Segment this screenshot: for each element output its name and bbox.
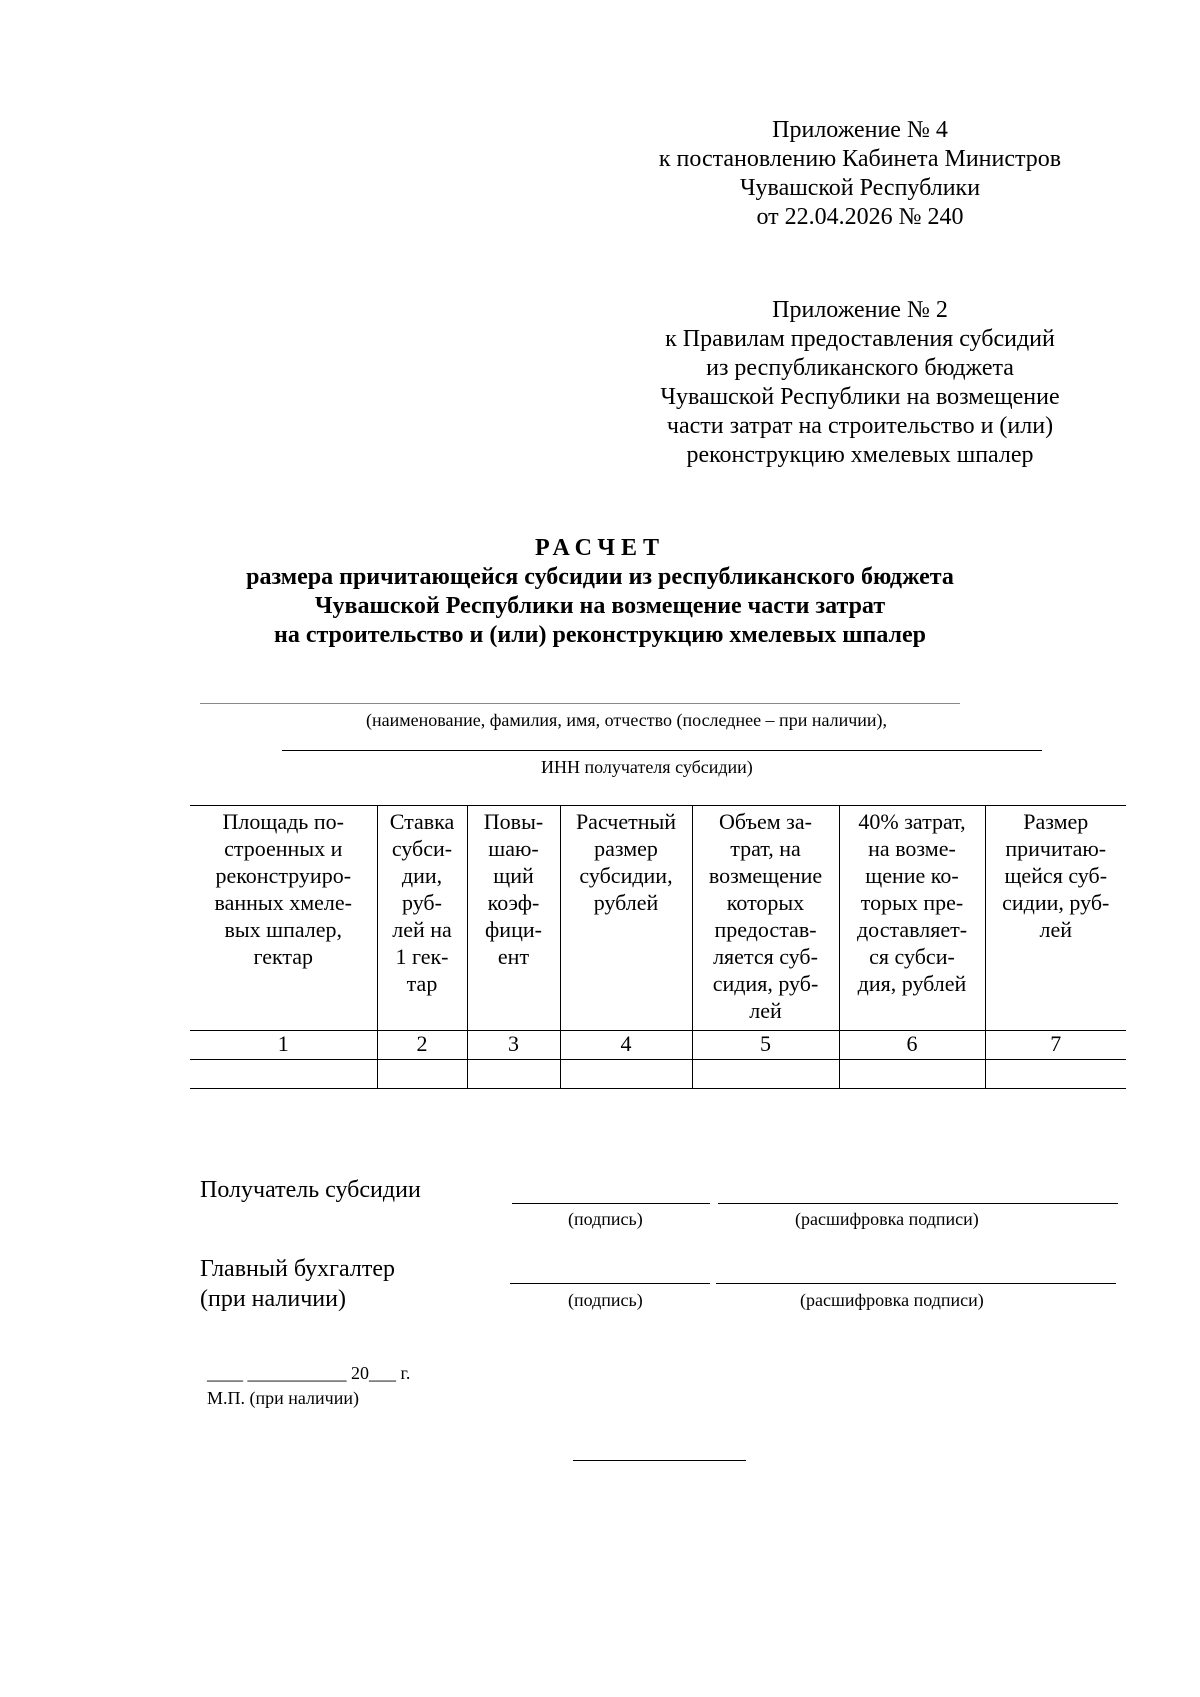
recipient-name-caption: (наименование, фамилия, имя, отчество (последнее – при наличии), <box>366 710 888 730</box>
appendix-4-line: от 22.04.2026 № 240 <box>756 204 964 230</box>
appendix-2-line: к Правилам предоставления субсидий <box>665 326 1055 352</box>
data-cell[interactable] <box>190 1060 377 1089</box>
recipient-signature-caption: (подпись) <box>568 1209 643 1229</box>
table-data-row <box>190 1060 1126 1089</box>
header-cell: Размер причитаю- щейся суб- сидии, руб- лей <box>985 806 1126 1031</box>
date-line: ____ ___________ 20___ г. <box>207 1363 411 1383</box>
recipient-name-line[interactable] <box>200 703 960 704</box>
header-cell: Повы- шаю- щий коэф- фици- ент <box>467 806 560 1031</box>
accountant-label-line: (при наличии) <box>200 1286 346 1312</box>
accountant-signature-line[interactable] <box>510 1283 710 1284</box>
accountant-signature-label <box>200 1254 395 1314</box>
column-number: 7 <box>985 1031 1126 1060</box>
title-line: Чувашской Республики на возмещение части затрат <box>314 593 886 619</box>
appendix-2-line: Приложение № 2 <box>772 297 948 323</box>
title-line: размера причитающейся субсидии из республиканского бюджета <box>246 564 954 590</box>
data-cell[interactable] <box>467 1060 560 1089</box>
appendix-2-line: реконструкцию хмелевых шпалер <box>686 442 1034 468</box>
document-title <box>150 534 1050 650</box>
column-number: 4 <box>560 1031 692 1060</box>
header-cell: Расчетный размер субсидии, рублей <box>560 806 692 1031</box>
appendix-4-line: Чувашской Республики <box>739 175 981 201</box>
stamp-caption: М.П. (при наличии) <box>207 1388 359 1408</box>
data-cell[interactable] <box>985 1060 1126 1089</box>
column-number: 2 <box>377 1031 467 1060</box>
accountant-decoding-line[interactable] <box>716 1283 1116 1284</box>
header-cell: Ставка субси- дии, руб- лей на 1 гек- тар <box>377 806 467 1031</box>
calculation-table <box>190 805 1126 1089</box>
appendix-2-line: Чувашской Республики на возмещение <box>660 384 1060 410</box>
header-cell: 40% затрат, на возме- щение ко- торых пре- доставляет- ся субси- дия, рублей <box>839 806 985 1031</box>
data-cell[interactable] <box>377 1060 467 1089</box>
column-number: 6 <box>839 1031 985 1060</box>
appendix-4-block <box>640 116 1080 232</box>
title-line: на строительство и (или) реконструкцию хмелевых шпалер <box>273 622 927 648</box>
appendix-4-line: к постановлению Кабинета Министров <box>658 146 1062 172</box>
recipient-signature-label: Получатель субсидии <box>200 1177 421 1203</box>
appendix-4-line: Приложение № 4 <box>772 117 948 143</box>
data-cell[interactable] <box>839 1060 985 1089</box>
column-number: 5 <box>692 1031 839 1060</box>
title-heading: РАСЧЕТ <box>534 535 666 561</box>
data-cell[interactable] <box>560 1060 692 1089</box>
recipient-decoding-line[interactable] <box>718 1203 1118 1204</box>
accountant-signature-caption: (подпись) <box>568 1290 643 1310</box>
appendix-2-block <box>640 296 1080 470</box>
closing-rule <box>573 1460 746 1461</box>
table-number-row <box>190 1031 1126 1060</box>
recipient-inn-caption: ИНН получателя субсидии) <box>541 757 753 777</box>
accountant-decoding-caption: (расшифровка подписи) <box>800 1290 984 1310</box>
header-cell: Объем за- трат, на возмещение которых предостав- ляется суб- сидия, руб- лей <box>692 806 839 1031</box>
recipient-decoding-caption: (расшифровка подписи) <box>795 1209 979 1229</box>
accountant-label-line: Главный бухгалтер <box>200 1256 395 1282</box>
column-number: 1 <box>190 1031 377 1060</box>
recipient-signature-line[interactable] <box>512 1203 710 1204</box>
header-cell: Площадь по- строенных и реконструиро- ванных хмеле- вых шпалер, гектар <box>190 806 377 1031</box>
column-number: 3 <box>467 1031 560 1060</box>
table-header-row <box>190 806 1126 1031</box>
appendix-2-line: части затрат на строительство и (или) <box>666 413 1054 439</box>
appendix-2-line: из республиканского бюджета <box>706 355 1014 381</box>
recipient-inn-line[interactable] <box>282 750 1042 751</box>
data-cell[interactable] <box>692 1060 839 1089</box>
